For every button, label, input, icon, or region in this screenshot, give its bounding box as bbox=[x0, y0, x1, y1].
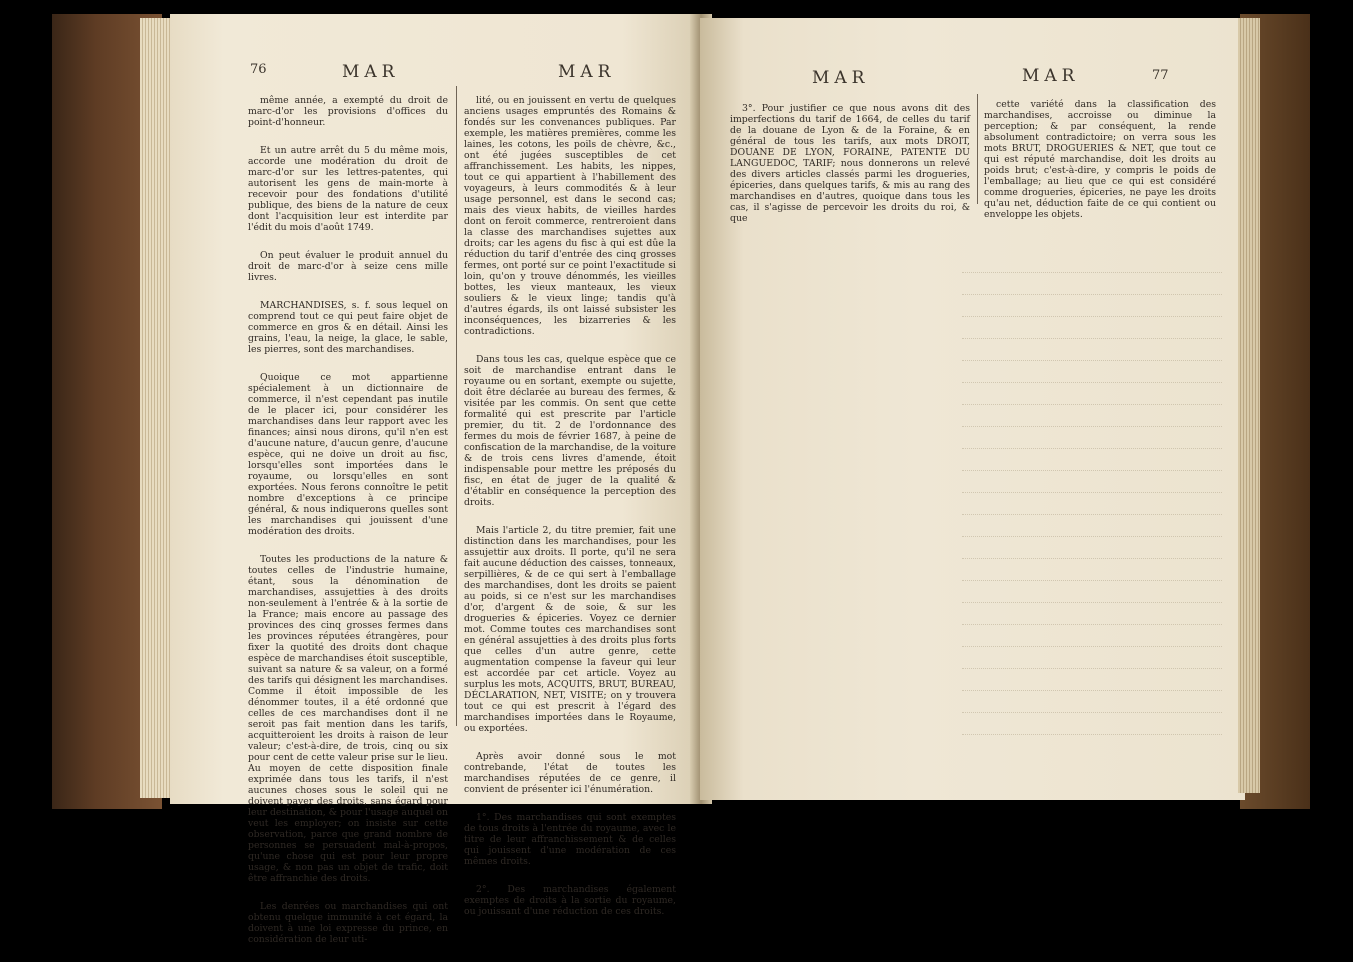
page-edges-right bbox=[1238, 18, 1260, 793]
column-rule bbox=[977, 94, 978, 204]
paragraph: Mais l'article 2, du titre premier, fait une distinction dans les marchandises, pour les assujettir aux droits. Il porte, qu'il ne sera fait aucune déduction des caisses, tonneaux, serpillières, & de ce qui sert à l'emballage des marchandises, dont les droits se paient au poids, si ce n'est sur les marchandises d'or, d'argent & de soie, & sur les drogueries & épiceries. Voyez ce dernier mot. Comme toutes ces marchandises sont en général assujetties à des droits plus forts que celles d'un autre genre, cette augmentation compense la faveur qui leur est accordée par cet article. Voyez au surplus les mots, ACQUITS, BRUT, BUREAU, DÉCLARATION, NET, VISITE; on y trouvera tout ce qui est prescrit à l'égard des marchandises importées dans le Royaume, ou exportées. bbox=[464, 525, 676, 734]
faint-bleed-through bbox=[962, 253, 1222, 737]
paragraph: Après avoir donné sous le mot contrebande, l'état de toutes les marchandises réputées de ce genre, il convient de présenter ici l'énumération. bbox=[464, 751, 676, 795]
paragraph: Dans tous les cas, quelque espèce que ce soit de marchandise entrant dans le royaume ou en sortant, exempte ou sujette, doit être déclarée au bureau des fermes, & visitée par les commis. On sent que cette formalité qui est prescrite par l'article premier, du tit. 2 de l'ordonnance des fermes du mois de février 1687, à peine de confiscation de la marchandise, de la voiture & de trois cens livres d'amende, étoit indispensable pour mettre les préposés du fisc, en état de juger de la qualité & d'établir en conséquence la perception des droits. bbox=[464, 354, 676, 508]
paragraph: Toutes les productions de la nature & toutes celles de l'industrie humaine, étant, sous la dénomination de marchandises, assujetties à des droits non-seulement à l'entrée & à la sortie de la France; mais encore au passage des provinces des cinq grosses fermes dans les provinces réputées étrangères, pour fixer la quotité des droits dont chaque espèce de marchandises étoit susceptible, suivant sa nature & sa valeur, on a formé des tarifs qui désignent les marchandises. Comme il étoit impossible de les dénommer toutes, il a été ordonné que celles de ces marchandises dont il ne seroit pas fait mention dans les tarifs, acquitteroient les droits à raison de leur valeur; c'est-à-dire, de trois, cinq ou six pour cent de cette valeur prise sur le lieu. Au moyen de cette disposition finale exprimée dans tous les tarifs, il n'est aucunes choses sous le soleil qui ne doivent payer des droits, sans égard pour leur destination, & pour l'usage auquel on veut les employer; on insiste sur cette observation, parce que grand nombre de personnes se persuadent mal-à-propos, qu'une chose qui est pour leur propre usage, & non pas un objet de trafic, doit être affranchie des droits. bbox=[248, 554, 448, 884]
running-head-right: MAR bbox=[1022, 66, 1080, 86]
page-number: 77 bbox=[1152, 68, 1169, 83]
left-page bbox=[170, 14, 702, 945]
paragraph: 3°. Pour justifier ce que nous avons dit des imperfections du tarif de 1664, de celles du tarif de la douane de Lyon & de la Foraine, & en général de tous les tarifs, aux mots DROIT, DOUANE DE LYON, FORAINE, PATENTE DU LANGUEDOC, TARIF; nous donnerons un relevé des divers articles classés parmi les drogueries, épiceries, dans quelques tarifs, & mis au rang des marchandises en d'autres, quoique dans tous les cas, il s'agisse de percevoir les droits du roi, & que bbox=[730, 103, 970, 224]
text-column-2 bbox=[984, 88, 1216, 237]
paragraph: lité, ou en jouissent en vertu de quelques anciens usages empruntés des Romains & fondés sur les convenances publiques. Par exemple, les matières premières, comme les laines, les cotons, les poils de chèvre, &c., ont été jugées susceptibles de cet affranchissement. Les habits, les nippes, tout ce qui appartient à l'habillement des voyageurs, à leurs commodités & à leur usage personnel, est dans le second cas; mais des vieux habits, de vieilles hardes dont on feroit commerce, rentreroient dans la classe des marchandises sujettes aux droits; car les agens du fisc à qui est dûe la réduction du tarif d'entrée des cinq grosses fermes, ont porté sur ce point l'exactitude si loin, qu'on y trouve dénommés, les vieilles bottes, les vieux manteaux, les vieux souliers & le vieux linge; tandis qu'à d'autres égards, ils ont laissé subsister les inconséquences, les bizarreries & les contradictions. bbox=[464, 95, 676, 337]
paragraph: MARCHANDISES, s. f. sous lequel on comprend tout ce qui peut faire objet de commerce en gros & en détail. Ainsi les grains, l'eau, la neige, la glace, le sable, les pierres, sont des marchandises. bbox=[248, 300, 448, 355]
paragraph: Quoique ce mot appartienne spécialement à un dictionnaire de commerce, il n'est cependant pas inutile de le placer ici, pour considérer les marchandises dans leur rapport avec les finances; ainsi nous dirons, qu'il n'en est d'aucune nature, d'aucun genre, d'aucune espèce, qui ne doive un droit au fisc, lorsqu'elles sont importées dans le royaume, ou lorsqu'elles en sont exportées. Nous ferons connoître le petit nombre d'exceptions à ce principe général, & nous indiquerons quelles sont les marchandises qui jouissent d'une modération des droits. bbox=[248, 372, 448, 537]
page-number: 76 bbox=[250, 62, 267, 77]
paragraph: même année, a exempté du droit de marc-d'or les provisions d'offices du point-d'honneur. bbox=[248, 95, 448, 128]
running-head-left: MAR bbox=[342, 62, 400, 82]
text-column-1 bbox=[730, 92, 970, 241]
paragraph: Et un autre arrêt du 5 du même mois, accorde une modération du droit de marc-d'or sur les lettres-patentes, qui autorisent les gens de main-morte à recevoir pour des fondations d'utilité publique, des biens de la nature de ceux dont l'acquisition leur est interdite par l'édit du mois d'août 1749. bbox=[248, 145, 448, 233]
paragraph: On peut évaluer le produit annuel du droit de marc-d'or à seize cens mille livres. bbox=[248, 250, 448, 283]
text-column-2 bbox=[464, 84, 676, 934]
running-head-right: MAR bbox=[558, 62, 616, 82]
paragraph: 1°. Des marchandises qui sont exemptes de tous droits à l'entrée du royaume, avec le titre de leur affranchissement & de celles qui jouissent d'une modération de ces mêmes droits. bbox=[464, 812, 676, 867]
right-page bbox=[700, 18, 1245, 800]
paragraph: cette variété dans la classification des marchandises, accroisse ou diminue la perception; & par conséquent, la rende absolument contradictoire; on verra sous les mots BRUT, DROGUERIES & NET, que tout ce qui est réputé marchandise, doit les droits au poids brut; c'est-à-dire, y compris le poids de l'emballage; au lieu que ce qui est considéré comme drogueries, épiceries, ne paye les droits qu'au net, déduction faite de ce qui contient ou enveloppe les objets. bbox=[984, 99, 1216, 220]
column-rule bbox=[456, 86, 457, 726]
paragraph: Les denrées ou marchandises qui ont obtenu quelque immunité à cet égard, la doivent à une loi expresse du prince, en considération de leur uti- bbox=[248, 901, 448, 945]
running-head-left: MAR bbox=[812, 68, 870, 88]
text-column-1 bbox=[248, 84, 448, 962]
paragraph: 2°. Des marchandises également exemptes de droits à la sortie du royaume, ou jouissant d'une réduction de ces droits. bbox=[464, 884, 676, 917]
